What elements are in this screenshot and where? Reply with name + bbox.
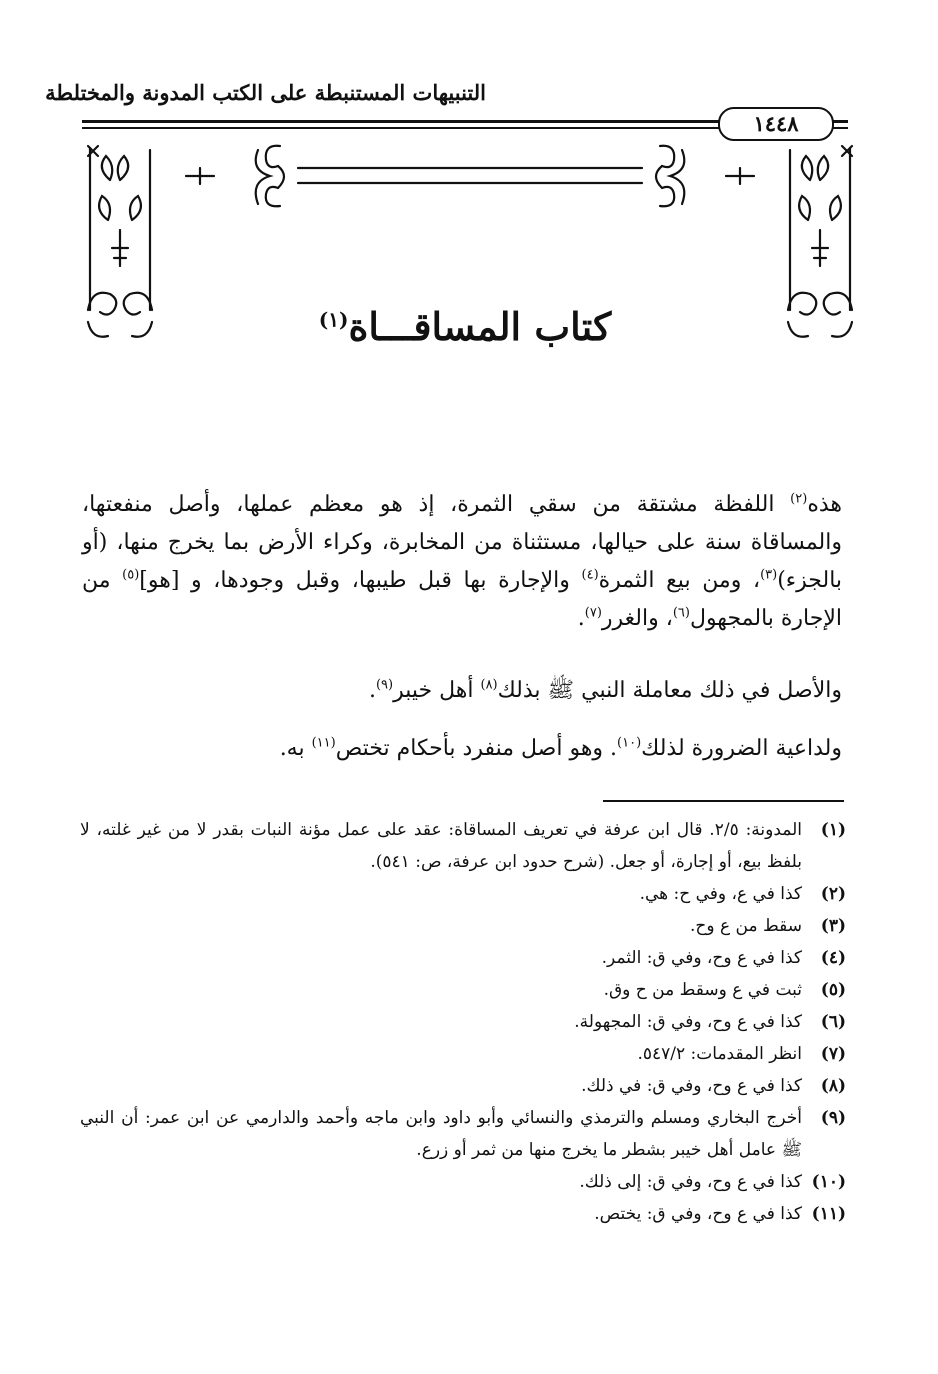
text-run: ، ومن بيع الثمرة — [598, 568, 761, 593]
body-paragraph-3 — [82, 730, 842, 768]
footnotes — [80, 814, 846, 1230]
footnote-text: أخرج البخاري ومسلم والترمذي والنسائي وأبو داود وابن ماجه وأحمد والدارمي عن ابن عمر: أن النبي ﷺ عامل أهل خيبر بشطر ما يخرج منها من ثمر أو زرع. — [80, 1108, 802, 1160]
footnote-ref: (١٠) — [617, 735, 642, 751]
footnote-5 — [80, 974, 846, 1006]
footnote-text: كذا في ع، وفي ح: هي. — [639, 884, 802, 904]
footnote-text: كذا في ع وح، وفي ق: إلى ذلك. — [579, 1172, 802, 1192]
footnote-2 — [80, 878, 846, 910]
text-run: هذه — [807, 492, 842, 517]
page-number: ١٤٤٨ — [718, 107, 834, 141]
footnote-number: (٥) — [820, 980, 846, 1000]
footnote-number: (٩) — [820, 1108, 846, 1128]
text-run: ، والغرر — [601, 606, 673, 631]
text-run: . — [577, 606, 585, 631]
text-run: اللفظة مشتقة من سقي الثمرة، إذ هو معظم عملها، وأصل منفعتها، والمساقاة سنة على حيالها، مستثناة من المخابرة، وكراء الأرض بما يخرج منها، (أو بالجزء) — [82, 492, 843, 593]
footnote-10 — [80, 1166, 846, 1198]
footnote-7 — [80, 1038, 846, 1070]
text-run: والأصل في ذلك معاملة النبي ﷺ بذلك — [497, 678, 842, 703]
footnote-number: (٨) — [820, 1076, 846, 1096]
footnote-text: كذا في ع وح، وفي ق: الثمر. — [601, 948, 802, 968]
footnote-number: (٢) — [820, 884, 846, 904]
footnote-3 — [80, 910, 846, 942]
footnote-ref: (٥) — [122, 567, 140, 583]
chapter-title — [300, 304, 630, 349]
text-run: والإجارة بها قبل طيبها، وقبل وجودها، و [هو] — [139, 568, 582, 593]
body-paragraph-2 — [82, 672, 842, 710]
text-run: من الإجارة بالمجهول — [82, 568, 842, 631]
body-paragraph-1 — [82, 486, 842, 638]
text-run: . — [368, 678, 376, 703]
footnote-ref: (٩) — [375, 677, 394, 693]
text-run: . وهو أصل منفرد بأحكام تختص — [335, 736, 618, 761]
footnote-number: (١١) — [811, 1204, 846, 1224]
footnote-number: (٤) — [820, 948, 846, 968]
footnote-ref: (٢) — [790, 491, 808, 507]
footnote-8 — [80, 1070, 846, 1102]
footnote-number: (١) — [820, 820, 846, 840]
footnote-ref: (٧) — [584, 605, 602, 621]
footnote-number: (٧) — [820, 1044, 846, 1064]
footnote-text: انظر المقدمات: ٥٤٧/٢. — [637, 1044, 802, 1064]
text-run: به. — [279, 736, 312, 761]
footnote-ref: (٦) — [672, 605, 690, 621]
footnote-text: كذا في ع وح، وفي ق: في ذلك. — [581, 1076, 802, 1096]
footnote-number: (٣) — [820, 916, 846, 936]
footnote-text: سقط من ع وح. — [690, 916, 802, 936]
footnote-ref: (٤) — [581, 567, 599, 583]
footnote-6 — [80, 1006, 846, 1038]
footnote-9 — [80, 1102, 846, 1166]
footnote-text: ثبت في ع وسقط من ح وق. — [603, 980, 802, 1000]
footnote-number: (١٠) — [811, 1172, 846, 1192]
chapter-title-text: كتاب المساقـــاة — [348, 304, 612, 349]
footnote-separator — [603, 800, 844, 802]
footnote-ref: (١) — [318, 307, 349, 332]
text-run: أهل خيبر — [393, 678, 481, 703]
footnote-ref: (٨) — [480, 677, 498, 693]
footnote-text: المدونة: ٢/٥. قال ابن عرفة في تعريف المساقاة: عقد على عمل مؤنة النبات بقدر لا من غير غلته، لا بلفظ بيع، أو إجارة، أو جعل. (شرح حدود ابن عرفة، ص: ٥٤١). — [80, 820, 803, 872]
running-title: التنبيهات المستنبطة على الكتب المدونة والمختلطة — [45, 80, 486, 105]
footnote-11 — [80, 1198, 846, 1230]
footnote-text: كذا في ع وح، وفي ق: المجهولة. — [574, 1012, 802, 1032]
footnote-number: (٦) — [820, 1012, 846, 1032]
footnote-ref: (٣) — [760, 567, 778, 583]
footnote-ref: (١١) — [311, 735, 336, 751]
text-run: ولداعية الضرورة لذلك — [641, 736, 842, 761]
footnote-1 — [80, 814, 846, 878]
footnote-4 — [80, 942, 846, 974]
footnote-text: كذا في ع وح، وفي ق: يختص. — [594, 1204, 802, 1224]
